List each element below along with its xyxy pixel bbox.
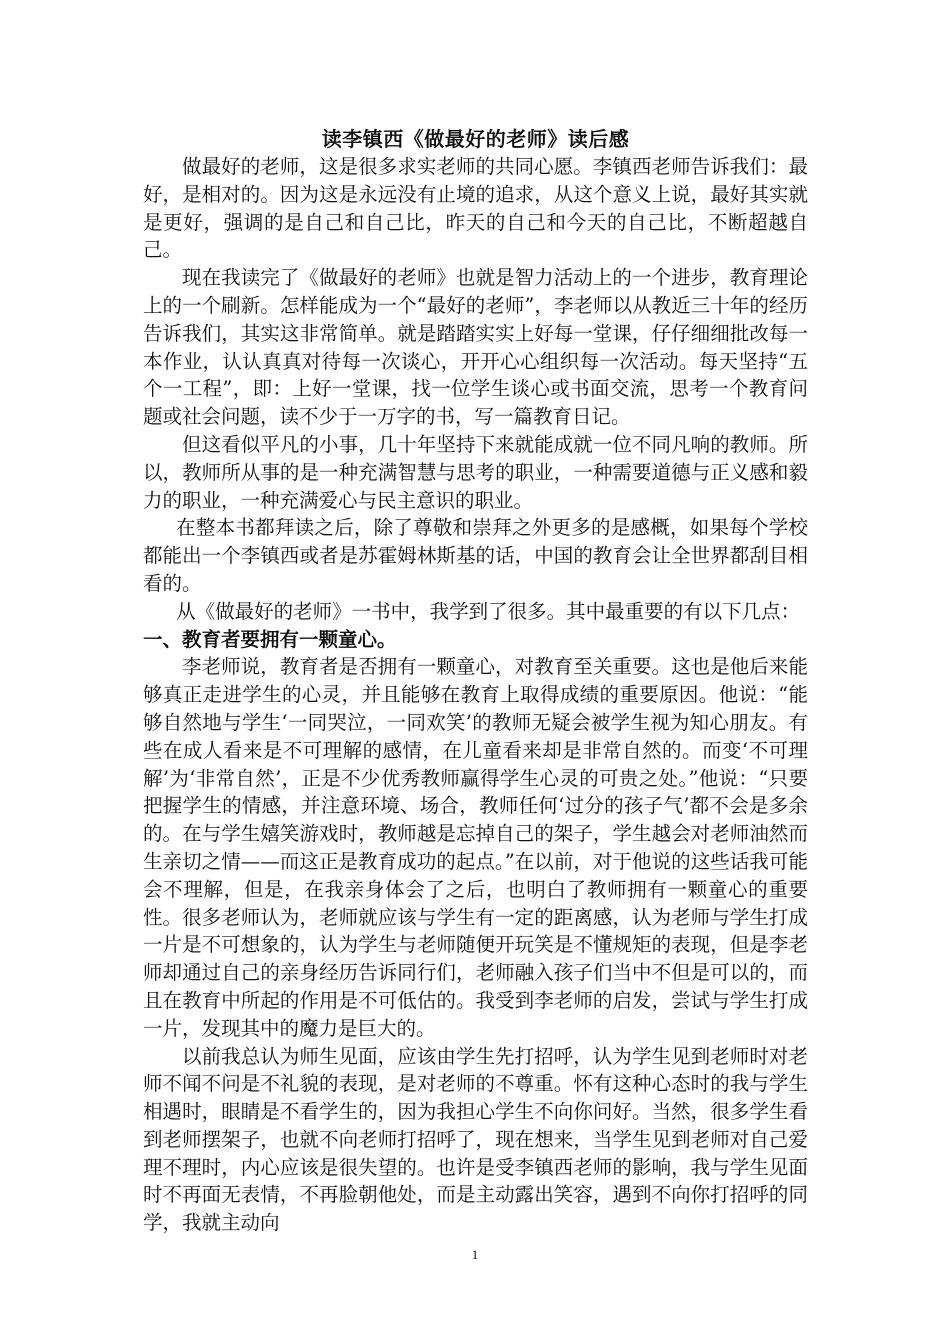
document-page	[143, 126, 808, 1237]
paragraph-1: 做最好的老师，这是很多求实老师的共同心愿。李镇西老师告诉我们：最好，是相对的。因为这是永远没有止境的追求，从这个意义上说，最好其实就是更好，强调的是自己和自己比，昨天的自己和今天的自己比，不断超越自己。	[143, 155, 808, 262]
page-number: 1	[471, 1247, 479, 1262]
section-heading-1: 一、教育者要拥有一颗童心。	[143, 627, 397, 651]
paragraph-4: 在整本书都拜读之后，除了尊敬和崇拜之外更多的是感概，如果每个学校都能出一个李镇西或者是苏霍姆林斯基的话，中国的教育会让全世界都刮目相看的。	[143, 516, 808, 595]
paragraph-7: 以前我总认为师生见面，应该由学生先打招呼，认为学生见到老师时对老师不闻不问是不礼貌的表现，是对老师的不尊重。怀有这种心态时的我与学生相遇时，眼睛是不看学生的，因为我担心学生不向你问好。当然，很多学生看到老师摆架子，也就不向老师打招呼了，现在想来，当学生见到老师对自己爱理不理时，内心应该是很失望的。也许是受李镇西老师的影响，我与学生见面时不再面无表情，不再脸朝他处，而是主动露出笑容，遇到不向你打招呼的同学，我就主动向	[143, 1044, 808, 1235]
paragraph-6: 李老师说，教育者是否拥有一颗童心，对教育至关重要。这也是他后来能够真正走进学生的心灵，并且能够在教育上取得成绩的重要原因。他说：“能够自然地与学生‘一同哭泣，一同欢笑’的教师无疑会被学生视为知心朋友。有些在成人看来是不可理解的感情，在儿童看来却是非常自然的。而变‘不可理解’为‘非常自然’，正是不少优秀教师赢得学生心灵的可贵之处。”他说：“只要把握学生的情感，并注意环境、场合，教师任何‘过分的孩子气’都不会是多余的。在与学生嬉笑游戏时，教师越是忘掉自己的架子，学生越会对老师油然而生亲切之情——而这正是教育成功的起点。”在以前，对于他说的这些话我可能会不理解，但是，在我亲身体会了之后，也明白了教师拥有一颗童心的重要性。很多老师认为，老师就应该与学生有一定的距离感，认为老师与学生打成一片是不可想象的，认为学生与老师随便开玩笑是不懂规矩的表现，但是李老师却通过自己的亲身经历告诉同行们，老师融入孩子们当中不但是可以的，而且在教育中所起的作用是不可低估的。我受到李老师的启发，尝试与学生打成一片，发现其中的魔力是巨大的。	[143, 655, 808, 1040]
paragraph-5: 从《做最好的老师》一书中，我学到了很多。其中最重要的有以下几点：	[176, 599, 801, 623]
paragraph-2: 现在我读完了《做最好的老师》也就是智力活动上的一个进步，教育理论上的一个刷新。怎样能成为一个“最好的老师”，李老师以从教近三十年的经历告诉我们，其实这非常简单。就是踏踏实实上好每一堂课，仔仔细细批改每一本作业，认认真真对待每一次谈心，开开心心组织每一次活动。每天坚持“五个一工程”，即：上好一堂课，找一位学生谈心或书面交流，思考一个教育问题或社会问题，读不少于一万字的书，写一篇教育日记。	[143, 266, 808, 429]
paragraph-3: 但这看似平凡的小事，几十年坚持下来就能成就一位不同凡响的教师。所以，教师所从事的是一种充满智慧与思考的职业，一种需要道德与正义感和毅力的职业，一种充满爱心与民主意识的职业。	[143, 432, 808, 512]
document-title: 读李镇西《做最好的老师》读后感	[321, 127, 630, 151]
